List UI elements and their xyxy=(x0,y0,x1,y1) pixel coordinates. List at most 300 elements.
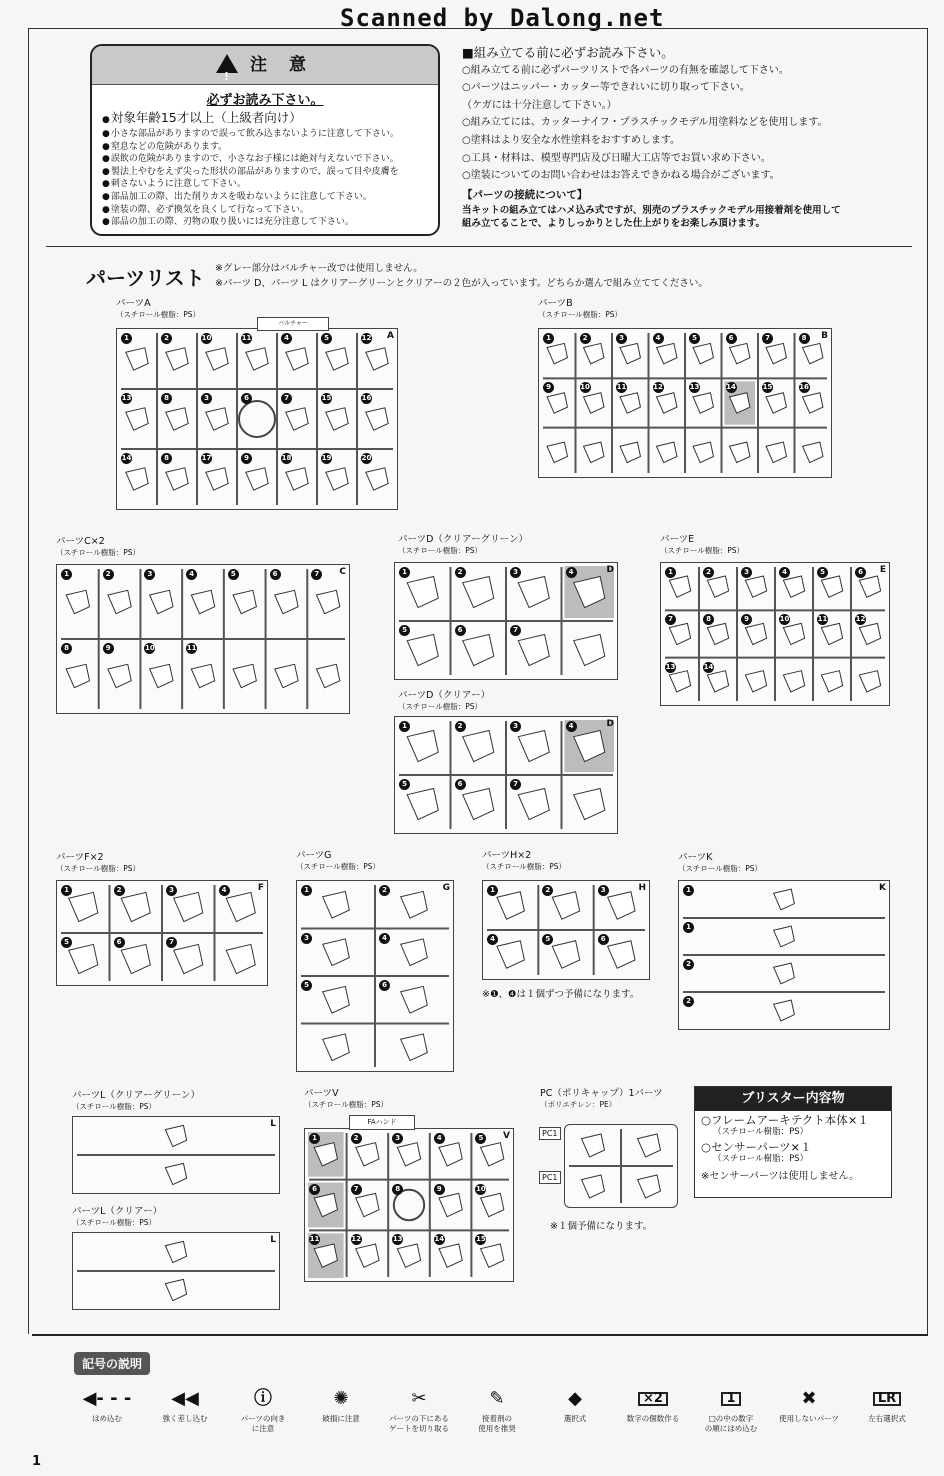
part-number: 14 xyxy=(121,454,132,462)
part-shape xyxy=(518,730,549,761)
part-number: 5 xyxy=(399,779,410,790)
part-number: 5 xyxy=(301,980,312,991)
runner-material: （スチロール樹脂：PS） xyxy=(116,310,200,319)
part-shape xyxy=(821,623,842,644)
warning-icon xyxy=(216,54,238,73)
part-number: 3 xyxy=(741,567,752,578)
runner-sprue-drawing xyxy=(661,563,889,705)
part-shape xyxy=(366,348,388,370)
blister-item-material: （スチロール樹脂：PS） xyxy=(713,1154,809,1164)
runner-e-label xyxy=(660,534,744,556)
part-number: 5 xyxy=(228,569,239,580)
runner-l-green xyxy=(72,1116,280,1194)
note-line: ○塗装についてのお問い合わせはお答えできかねる場合がございます。 xyxy=(462,170,780,182)
part-number: 6 xyxy=(855,567,866,578)
part-number: 6 xyxy=(726,333,737,344)
caution-item: ● 刺さないように注意して下さい。 xyxy=(102,178,432,191)
select-icon: ◆ xyxy=(568,1388,582,1409)
part-shape xyxy=(326,468,348,490)
legend-label: 数字の個数作る xyxy=(626,1414,680,1423)
part-number: 4 xyxy=(434,1133,445,1144)
blister-item: ○フレームアーキテクト本体×１ xyxy=(701,1113,869,1127)
note-line: ○組み立てる前に必ずパーツリストで各パーツの有無を確認して下さい。 xyxy=(462,64,789,76)
part-shape xyxy=(66,590,89,613)
runner-h-note: ※❶、❹は１個ずつ予備になります。 xyxy=(482,989,640,1000)
part-shape xyxy=(584,343,604,363)
part-number: 7 xyxy=(166,937,177,948)
part-shape xyxy=(707,576,728,597)
part-shape xyxy=(547,442,567,462)
part-shape xyxy=(669,576,690,597)
runner-letter: G xyxy=(442,883,450,893)
runner-material: （スチロール樹脂：PS） xyxy=(482,862,566,871)
runner-name: パーツV xyxy=(304,1088,339,1099)
part-number: 3 xyxy=(510,567,521,578)
runner-pc xyxy=(542,1124,678,1208)
part-number: 15 xyxy=(762,383,773,392)
part-shape xyxy=(69,944,98,973)
part-number: 10 xyxy=(779,615,790,624)
runner-f xyxy=(56,880,268,986)
part-shape xyxy=(226,944,255,973)
runner-name: PC（ポリキャップ）1パーツ xyxy=(540,1088,663,1099)
part-number: 9 xyxy=(241,453,252,464)
runner-sprue-drawing xyxy=(395,717,617,833)
part-number: 5 xyxy=(689,333,700,344)
runner-name: パーツE xyxy=(660,534,695,545)
part-number: 3 xyxy=(144,569,155,580)
part-shape xyxy=(620,393,640,413)
part-shape xyxy=(638,1175,661,1198)
part-shape xyxy=(497,892,524,919)
part-shape xyxy=(707,623,728,644)
part-shape xyxy=(584,442,604,462)
runner-tag: バルチャー xyxy=(257,317,329,331)
connection-title: 【パーツの接続について】 xyxy=(462,188,588,201)
part-number: 4 xyxy=(566,567,577,578)
runner-c xyxy=(56,564,350,714)
part-shape xyxy=(547,343,567,363)
part-number: 4 xyxy=(379,933,390,944)
part-shape xyxy=(165,1125,186,1146)
part-shape xyxy=(859,623,880,644)
legend-label: 選択式 xyxy=(563,1414,587,1423)
part-shape xyxy=(326,348,348,370)
legend-item xyxy=(770,1384,848,1424)
runner-material: （スチロール樹脂：PS） xyxy=(56,864,140,873)
part-number: 11 xyxy=(817,615,828,624)
part-number: 5 xyxy=(61,937,72,948)
part-shape xyxy=(166,408,188,430)
part-shape xyxy=(620,442,640,462)
part-shape xyxy=(730,343,750,363)
part-number: 4 xyxy=(487,934,498,945)
part-shape xyxy=(401,986,428,1013)
part-number: 11 xyxy=(309,1235,320,1244)
part-shape xyxy=(774,1000,795,1021)
part-number: 7 xyxy=(351,1184,362,1195)
runner-letter: V xyxy=(503,1131,510,1141)
part-number: 2 xyxy=(580,333,591,344)
part-shape xyxy=(481,1143,504,1166)
part-number: 3 xyxy=(301,933,312,944)
part-shape xyxy=(803,442,823,462)
part-number: 12 xyxy=(653,383,663,392)
part-shape xyxy=(821,576,842,597)
legend-item xyxy=(458,1384,536,1434)
part-shape xyxy=(126,408,148,430)
parts-list-notes xyxy=(215,261,708,291)
runner-lc-label xyxy=(72,1206,162,1228)
part-number: 5 xyxy=(321,333,332,344)
part-number: 16 xyxy=(799,383,809,392)
exclamation-icon: ⓘ xyxy=(254,1388,272,1409)
part-shape xyxy=(745,623,766,644)
part-shape xyxy=(518,634,549,665)
part-number: 2 xyxy=(683,996,694,1007)
part-shape xyxy=(693,393,713,413)
part-number: 2 xyxy=(455,721,466,732)
runner-material: （スチロール樹脂：PS） xyxy=(678,864,762,873)
part-shape xyxy=(286,408,308,430)
part-number: 6 xyxy=(455,779,466,790)
pc-tag: PC1 xyxy=(539,1171,561,1184)
part-shape xyxy=(766,442,786,462)
symbol-legend xyxy=(32,1334,928,1442)
runner-letter: A xyxy=(387,331,394,341)
part-number: 6 xyxy=(309,1184,320,1195)
part-shape xyxy=(323,1034,350,1061)
runner-f-label xyxy=(56,852,140,874)
part-shape xyxy=(397,1143,420,1166)
part-shape xyxy=(407,788,438,819)
runner-material: （ポリエチレン：PE） xyxy=(540,1100,617,1109)
unused-icon: ✖ xyxy=(801,1388,817,1409)
part-shape xyxy=(165,1279,186,1300)
part-shape xyxy=(206,348,228,370)
part-shape xyxy=(638,1134,661,1157)
part-number: 1 xyxy=(665,567,676,578)
runner-h-label xyxy=(482,850,566,872)
legend-label: はめ込む xyxy=(92,1414,122,1423)
part-number: 1 xyxy=(301,885,312,896)
part-shape xyxy=(439,1244,462,1267)
part-shape xyxy=(66,664,89,687)
legend-label: 強く差し込む xyxy=(162,1414,208,1423)
caution-title: 注 意 xyxy=(250,55,314,75)
part-number: 14 xyxy=(726,383,736,392)
runner-name: パーツA xyxy=(116,298,151,309)
part-shape xyxy=(693,442,713,462)
part-shape xyxy=(286,468,308,490)
part-shape xyxy=(657,442,677,462)
runner-k-label xyxy=(678,852,762,874)
glue-icon: ✎ xyxy=(489,1388,505,1409)
runner-material: （スチロール樹脂：PS） xyxy=(296,862,380,871)
part-shape xyxy=(174,892,203,921)
runner-sprue-drawing xyxy=(565,1125,677,1207)
gate-cut-icon: ✂ xyxy=(411,1388,427,1409)
blister-note: ※センサーパーツは使用しません。 xyxy=(701,1171,860,1182)
part-number: 6 xyxy=(455,625,466,636)
blister-contents-box xyxy=(694,1086,892,1198)
runner-v xyxy=(304,1118,514,1282)
part-shape xyxy=(246,348,268,370)
runner-v-label xyxy=(304,1088,388,1110)
part-number: 11 xyxy=(616,383,627,392)
runner-sprue-drawing xyxy=(73,1117,279,1193)
legend-label: 破損に注意 xyxy=(322,1414,360,1423)
runner-letter: E xyxy=(879,565,886,575)
part-number: 1 xyxy=(487,885,498,896)
pc-tag: PC1 xyxy=(539,1127,561,1140)
part-shape xyxy=(693,343,713,363)
part-shape xyxy=(707,671,728,692)
legend-label: パーツの下にある ゲートを切り取る xyxy=(389,1414,449,1433)
runner-name: パーツL（クリアーグリーン） xyxy=(72,1090,200,1101)
runner-a-label xyxy=(116,298,200,320)
number-order-icon: 1 xyxy=(692,1384,770,1414)
runner-sprue-drawing xyxy=(73,1233,279,1309)
part-shape xyxy=(803,393,823,413)
part-shape xyxy=(316,664,339,687)
part-shape xyxy=(582,1134,605,1157)
part-number: 7 xyxy=(510,779,521,790)
runner-l-clear xyxy=(72,1232,280,1310)
runner-letter: C xyxy=(339,567,346,577)
part-number: 8 xyxy=(392,1184,403,1195)
part-number: 9 xyxy=(543,382,554,393)
part-shape xyxy=(166,348,188,370)
part-shape xyxy=(783,576,804,597)
part-number: 9 xyxy=(741,614,752,625)
runner-e xyxy=(660,562,890,706)
part-shape xyxy=(766,343,786,363)
part-shape xyxy=(323,891,350,918)
blister-item: ○センサーパーツ×１ xyxy=(701,1140,812,1154)
part-shape xyxy=(366,468,388,490)
part-number: 4 xyxy=(186,569,197,580)
runner-name: パーツD（クリアー） xyxy=(398,690,491,701)
runner-lg-label xyxy=(72,1090,200,1112)
part-number: 19 xyxy=(321,454,332,462)
part-number: 8 xyxy=(799,333,810,344)
part-shape xyxy=(463,788,494,819)
part-shape xyxy=(401,939,428,966)
part-shape xyxy=(108,664,131,687)
runner-d-clear xyxy=(394,716,618,834)
part-number: 1 xyxy=(61,569,72,580)
runner-material: （スチロール樹脂：PS） xyxy=(72,1218,156,1227)
caution-item: ● 塗装の際、必ず換気を良くして行なって下さい。 xyxy=(102,204,432,217)
caution-subtitle: 必ずお読み下さい。 xyxy=(206,93,324,108)
part-number: 6 xyxy=(241,393,252,404)
runner-pc-note: ※１個予備になります。 xyxy=(550,1221,653,1232)
part-number: 7 xyxy=(762,333,773,344)
part-number: 7 xyxy=(311,569,322,580)
part-shape xyxy=(518,788,549,819)
caution-item: ● 部品加工の際、出た削りカスを吸わないように注意して下さい。 xyxy=(102,191,432,204)
runner-material: （スチロール樹脂：PS） xyxy=(72,1102,156,1111)
part-shape xyxy=(356,1244,379,1267)
part-shape xyxy=(323,986,350,1013)
note-line: （ケガには十分注意して下さい。） xyxy=(462,99,617,111)
part-number: 11 xyxy=(241,334,252,342)
runner-letter: H xyxy=(638,883,646,893)
runner-name: パーツF×2 xyxy=(56,852,104,863)
part-shape xyxy=(165,1163,186,1184)
runner-material: （スチロール樹脂：PS） xyxy=(398,546,482,555)
part-number: 14 xyxy=(434,1235,445,1244)
part-number: 1 xyxy=(683,885,694,896)
runner-material: （スチロール樹脂：PS） xyxy=(660,546,744,555)
part-number: 3 xyxy=(598,885,609,896)
legend-label: 使用しないパーツ xyxy=(779,1414,839,1423)
part-shape xyxy=(233,664,256,687)
legend-item xyxy=(302,1384,380,1424)
part-shape xyxy=(774,926,795,947)
part-shape xyxy=(669,671,690,692)
part-shape xyxy=(463,634,494,665)
part-number: 1 xyxy=(121,333,132,344)
part-number: 2 xyxy=(703,567,714,578)
runner-name: パーツK xyxy=(678,852,713,863)
divider xyxy=(46,246,912,247)
legend-item xyxy=(848,1384,926,1424)
part-shape xyxy=(547,393,567,413)
notes-heading: ■組み立てる前に必ずお読み下さい。 xyxy=(462,45,674,60)
part-shape xyxy=(121,944,150,973)
note-line: ○工具・材料は、模型専門店及び日曜大工店等でお買い求め下さい。 xyxy=(462,152,771,164)
runner-b xyxy=(538,328,832,478)
part-number: 5 xyxy=(399,625,410,636)
part-number: 15 xyxy=(476,1235,486,1244)
runner-sprue-drawing xyxy=(679,881,889,1029)
legend-item xyxy=(614,1384,692,1424)
page-number: 1 xyxy=(32,1454,42,1469)
part-number: 3 xyxy=(616,333,627,344)
part-number: 10 xyxy=(580,383,590,392)
part-number: 3 xyxy=(392,1133,403,1144)
part-number: 2 xyxy=(542,885,553,896)
runner-dc-label xyxy=(398,690,490,712)
part-number: 12 xyxy=(855,615,866,624)
runner-sprue-drawing xyxy=(297,881,453,1071)
part-number: 2 xyxy=(114,885,125,896)
part-shape xyxy=(783,671,804,692)
part-number: 6 xyxy=(379,980,390,991)
runner-letter: B xyxy=(821,331,828,341)
part-shape xyxy=(226,892,255,921)
part-number: 12 xyxy=(351,1235,361,1244)
blister-title: ブリスター内容物 xyxy=(695,1087,891,1111)
part-number: 13 xyxy=(392,1235,403,1244)
part-number: 4 xyxy=(281,333,292,344)
part-shape xyxy=(669,623,690,644)
part-shape xyxy=(608,941,635,968)
caution-item: ● 窒息などの危険があります。 xyxy=(102,141,432,154)
runner-letter: L xyxy=(270,1119,276,1129)
part-shape xyxy=(401,891,428,918)
part-shape xyxy=(407,730,438,761)
connection-body: 組み立てることで、よりしっかりとした仕上がりをお楽しみ頂けます。 xyxy=(462,218,766,230)
runner-sprue-drawing xyxy=(483,881,649,979)
part-number: 1 xyxy=(309,1133,320,1144)
part-number: 7 xyxy=(510,625,521,636)
part-shape xyxy=(803,343,823,363)
legend-title: 記号の説明 xyxy=(74,1352,150,1375)
runner-sprue-drawing xyxy=(539,329,831,477)
part-shape xyxy=(766,393,786,413)
part-shape xyxy=(657,343,677,363)
legend-label: パーツの向き に注意 xyxy=(240,1414,286,1433)
part-shape xyxy=(657,393,677,413)
part-shape xyxy=(584,393,604,413)
part-shape xyxy=(121,892,150,921)
part-number: 8 xyxy=(161,393,172,404)
part-number: 13 xyxy=(665,662,676,671)
part-number: 2 xyxy=(379,885,390,896)
part-number: 13 xyxy=(121,394,132,402)
part-number: 18 xyxy=(281,454,292,462)
part-shape xyxy=(323,939,350,966)
runner-g xyxy=(296,880,454,1072)
part-shape xyxy=(150,664,173,687)
runner-name: パーツB xyxy=(538,298,573,309)
part-shape xyxy=(582,1175,605,1198)
scanner-watermark: Scanned by Dalong.net xyxy=(340,4,665,32)
runner-sprue-drawing xyxy=(117,329,397,509)
runner-letter: D xyxy=(606,565,614,575)
runner-c-label xyxy=(56,536,140,558)
legend-item xyxy=(692,1384,770,1434)
runner-sprue-drawing xyxy=(57,881,267,985)
part-shape xyxy=(108,590,131,613)
runner-name: パーツH×2 xyxy=(482,850,532,861)
part-number: 4 xyxy=(566,721,577,732)
part-shape xyxy=(481,1244,504,1267)
caution-item: ● 製法上やむをえず尖った形状の部品がありますので、誤って目や皮膚を xyxy=(102,166,432,179)
caution-item: ● 誤飲の危険がありますので、小さなお子様には絶対与えないで下さい。 xyxy=(102,153,432,166)
runner-material: （スチロール樹脂：PS） xyxy=(304,1100,388,1109)
runner-a xyxy=(116,320,398,510)
part-number: 3 xyxy=(201,393,212,404)
parts-note: ※パーツ D、パーツ L はクリアーグリーンとクリアーの２色が入っています。どちらか選んで組み立ててください。 xyxy=(215,278,708,289)
part-shape xyxy=(552,892,579,919)
part-number: 15 xyxy=(321,394,332,402)
part-number: 2 xyxy=(161,333,172,344)
part-shape xyxy=(774,889,795,910)
legend-item xyxy=(536,1384,614,1424)
parts-list-title: パーツリスト xyxy=(86,266,205,290)
part-shape xyxy=(463,576,494,607)
part-shape xyxy=(407,634,438,665)
blister-item-material: （スチロール樹脂：PS） xyxy=(713,1127,809,1137)
part-shape xyxy=(206,468,228,490)
part-number: 8 xyxy=(161,453,172,464)
part-number: 17 xyxy=(201,454,212,462)
assembly-notes xyxy=(462,44,902,230)
part-shape xyxy=(620,343,640,363)
part-shape xyxy=(439,1143,462,1166)
part-shape xyxy=(745,671,766,692)
part-shape xyxy=(730,442,750,462)
part-number: 4 xyxy=(779,567,790,578)
part-shape xyxy=(191,664,214,687)
runner-d-green xyxy=(394,562,618,680)
part-number: 4 xyxy=(219,885,230,896)
note-line: ○塗料はより安全な水性塗料をおすすめします。 xyxy=(462,134,681,146)
